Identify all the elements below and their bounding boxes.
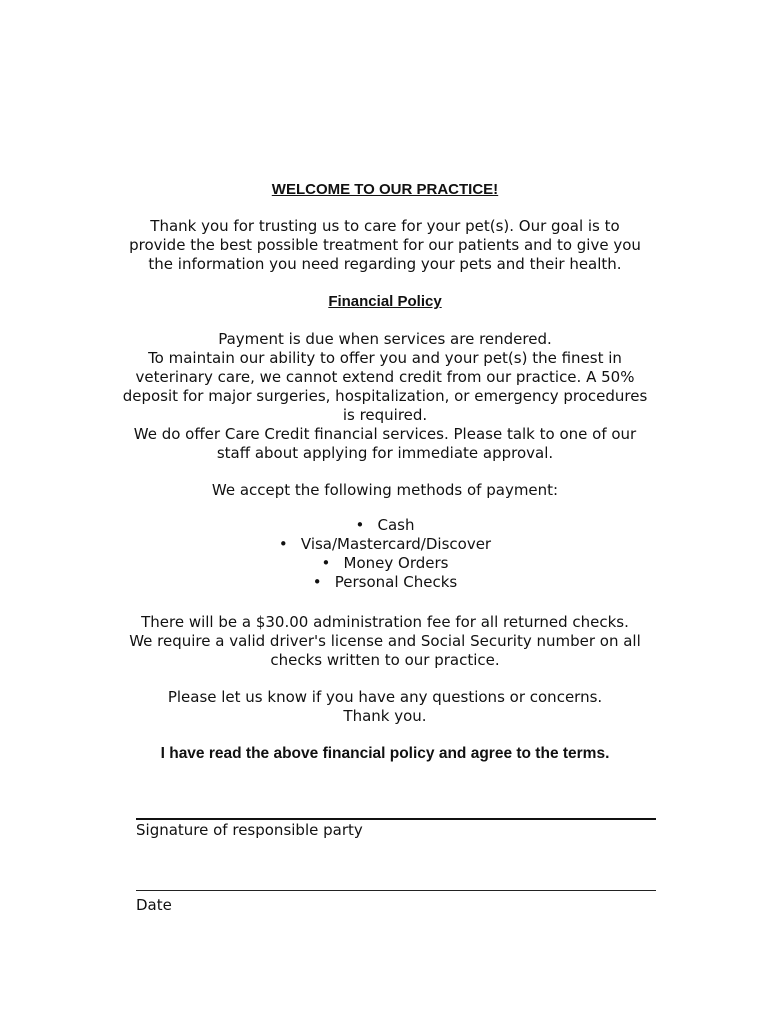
payment-method: Cash — [377, 516, 415, 534]
list-item — [100, 554, 670, 573]
signature-line[interactable] — [136, 818, 656, 820]
payment-methods-intro: We accept the following methods of payment: — [211, 481, 559, 499]
payment-method: Money Orders — [343, 554, 449, 572]
intro-line: the information you need regarding your pets and their health. — [148, 255, 622, 273]
agreement-statement: I have read the above financial policy and agree to the terms. — [160, 745, 610, 762]
payment-methods-list — [100, 516, 670, 592]
fees-line: We require a valid driver's license and Social Security number on all — [129, 632, 641, 650]
fees-line: There will be a $30.00 administration fee for all returned checks. — [141, 613, 629, 631]
intro-line: Thank you for trusting us to care for your pet(s). Our goal is to — [150, 217, 620, 235]
policy-line: veterinary care, we cannot extend credit from our practice. A 50% — [135, 368, 635, 386]
signature-label: Signature of responsible party — [136, 821, 363, 839]
list-item — [100, 573, 670, 592]
date-line[interactable] — [136, 890, 656, 891]
list-item — [100, 516, 670, 535]
bullet-icon: • — [312, 573, 322, 591]
date-label: Date — [136, 896, 172, 914]
fees-line: checks written to our practice. — [270, 651, 500, 669]
closing-paragraph — [100, 688, 670, 726]
policy-line: staff about applying for immediate approval. — [216, 444, 554, 462]
financial-policy-heading: Financial Policy — [328, 293, 442, 310]
bullet-icon: • — [278, 535, 288, 553]
page-title: WELCOME TO OUR PRACTICE! — [271, 181, 499, 198]
bullet-icon: • — [355, 516, 365, 534]
fees-paragraph — [100, 613, 670, 670]
bullet-icon: • — [321, 554, 331, 572]
payment-method: Personal Checks — [334, 573, 458, 591]
closing-line: Please let us know if you have any questions or concerns. — [167, 688, 603, 706]
policy-line: Payment is due when services are rendered. — [218, 330, 552, 348]
policy-paragraph — [100, 330, 670, 463]
intro-line: provide the best possible treatment for our patients and to give you — [129, 236, 641, 254]
policy-line: We do offer Care Credit financial services. Please talk to one of our — [133, 425, 637, 443]
intro-paragraph — [100, 217, 670, 274]
policy-line: deposit for major surgeries, hospitalization, or emergency procedures — [122, 387, 648, 405]
policy-line: is required. — [342, 406, 428, 424]
list-item — [100, 535, 670, 554]
payment-method: Visa/Mastercard/Discover — [300, 535, 492, 553]
policy-line: To maintain our ability to offer you and your pet(s) the finest in — [148, 349, 622, 367]
closing-line: Thank you. — [343, 707, 427, 725]
